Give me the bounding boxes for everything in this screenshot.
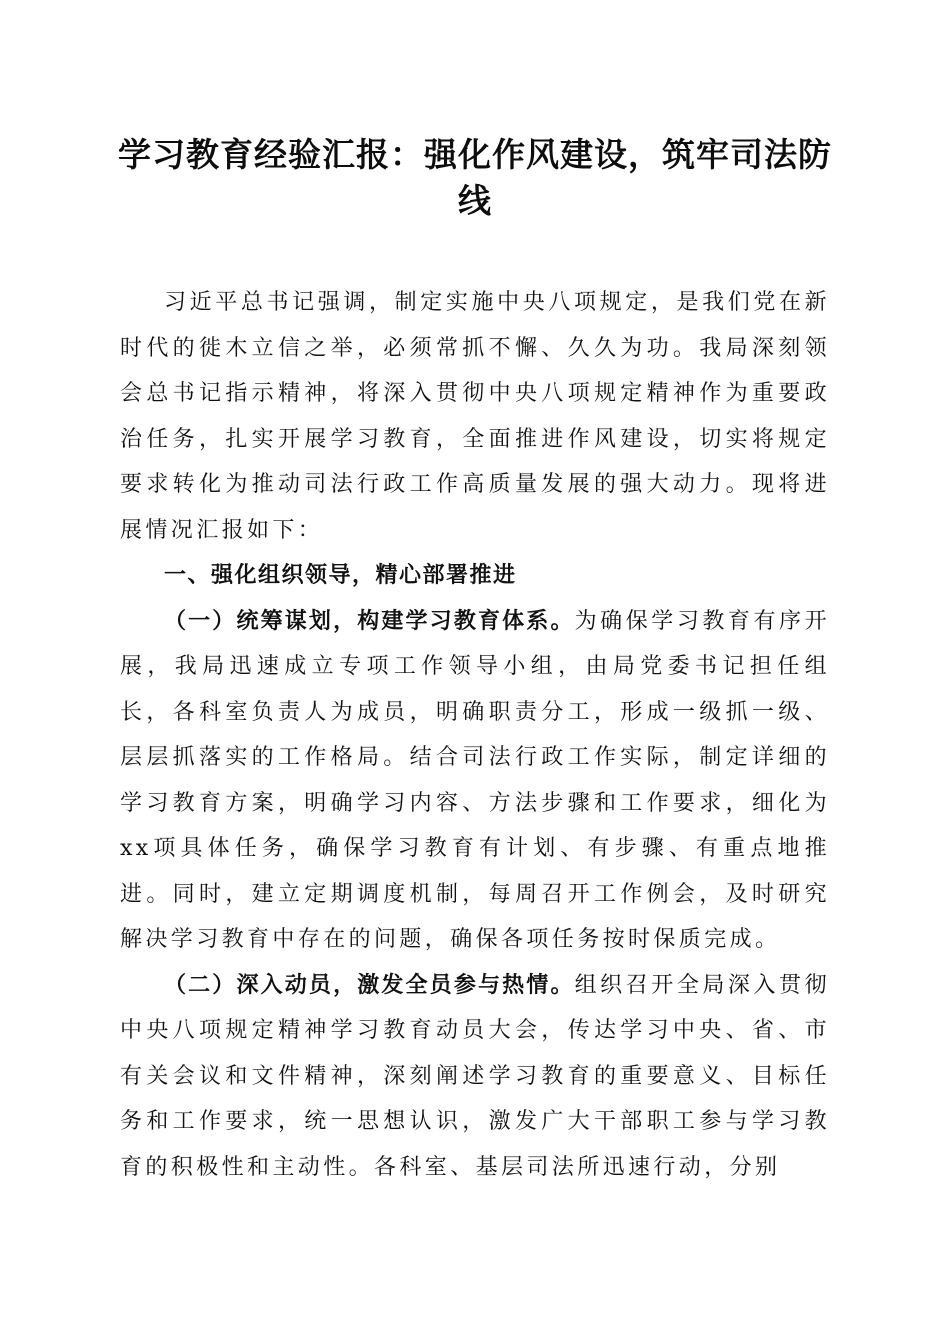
- paragraph-1-body: 为确保学习教育有序开展，我局迅速成立专项工作领导小组，由局党委书记担任组长，各科室负责人为成员，明确职责分工，形成一级抓一级、层层抓落实的工作格局。结合司法行政工作实际，制定详细的学习教育方案，明确学习内容、方法步骤和工作要求，细化为xx项具体任务，确保学习教育有计划、有步骤、有重点地推进。同时，建立定期调度机制，每周召开工作例会，及时研究解决学习教育中存在的问题，确保各项任务按时保质完成。: [120, 608, 830, 952]
- document-title: 学习教育经验汇报：强化作风建设，筑牢司法防线: [118, 135, 832, 220]
- section-heading-1: 一、强化组织领导，精心部署推进: [164, 563, 517, 588]
- paragraph-1: [120, 599, 830, 963]
- paragraph-2-body: 组织召开全局深入贯彻中央八项规定精神学习教育动员大会，传达学习中央、省、市有关会议和文件精神，深刻阐述学习教育的重要意义、目标任务和工作要求，统一思想认识，激发广大干部职工参与学习教育的积极性和主动性。各科室、基层司法所迅速行动，分别: [120, 972, 830, 1180]
- paragraph-1-lead: （一）统筹谋划，构建学习教育体系。: [164, 608, 575, 634]
- paragraph-2-lead: （二）深入动员，激发全员参与热情。: [164, 972, 575, 998]
- document-body: [120, 280, 830, 1190]
- paragraph-2: [120, 963, 830, 1191]
- intro-paragraph: 习近平总书记强调，制定实施中央八项规定，是我们党在新时代的徙木立信之举，必须常抓不懈、久久为功。我局深刻领会总书记指示精神，将深入贯彻中央八项规定精神作为重要政治任务，扎实开展学习教育，全面推进作风建设，切实将规定要求转化为推动司法行政工作高质量发展的强大动力。现将进展情况汇报如下：: [120, 290, 830, 543]
